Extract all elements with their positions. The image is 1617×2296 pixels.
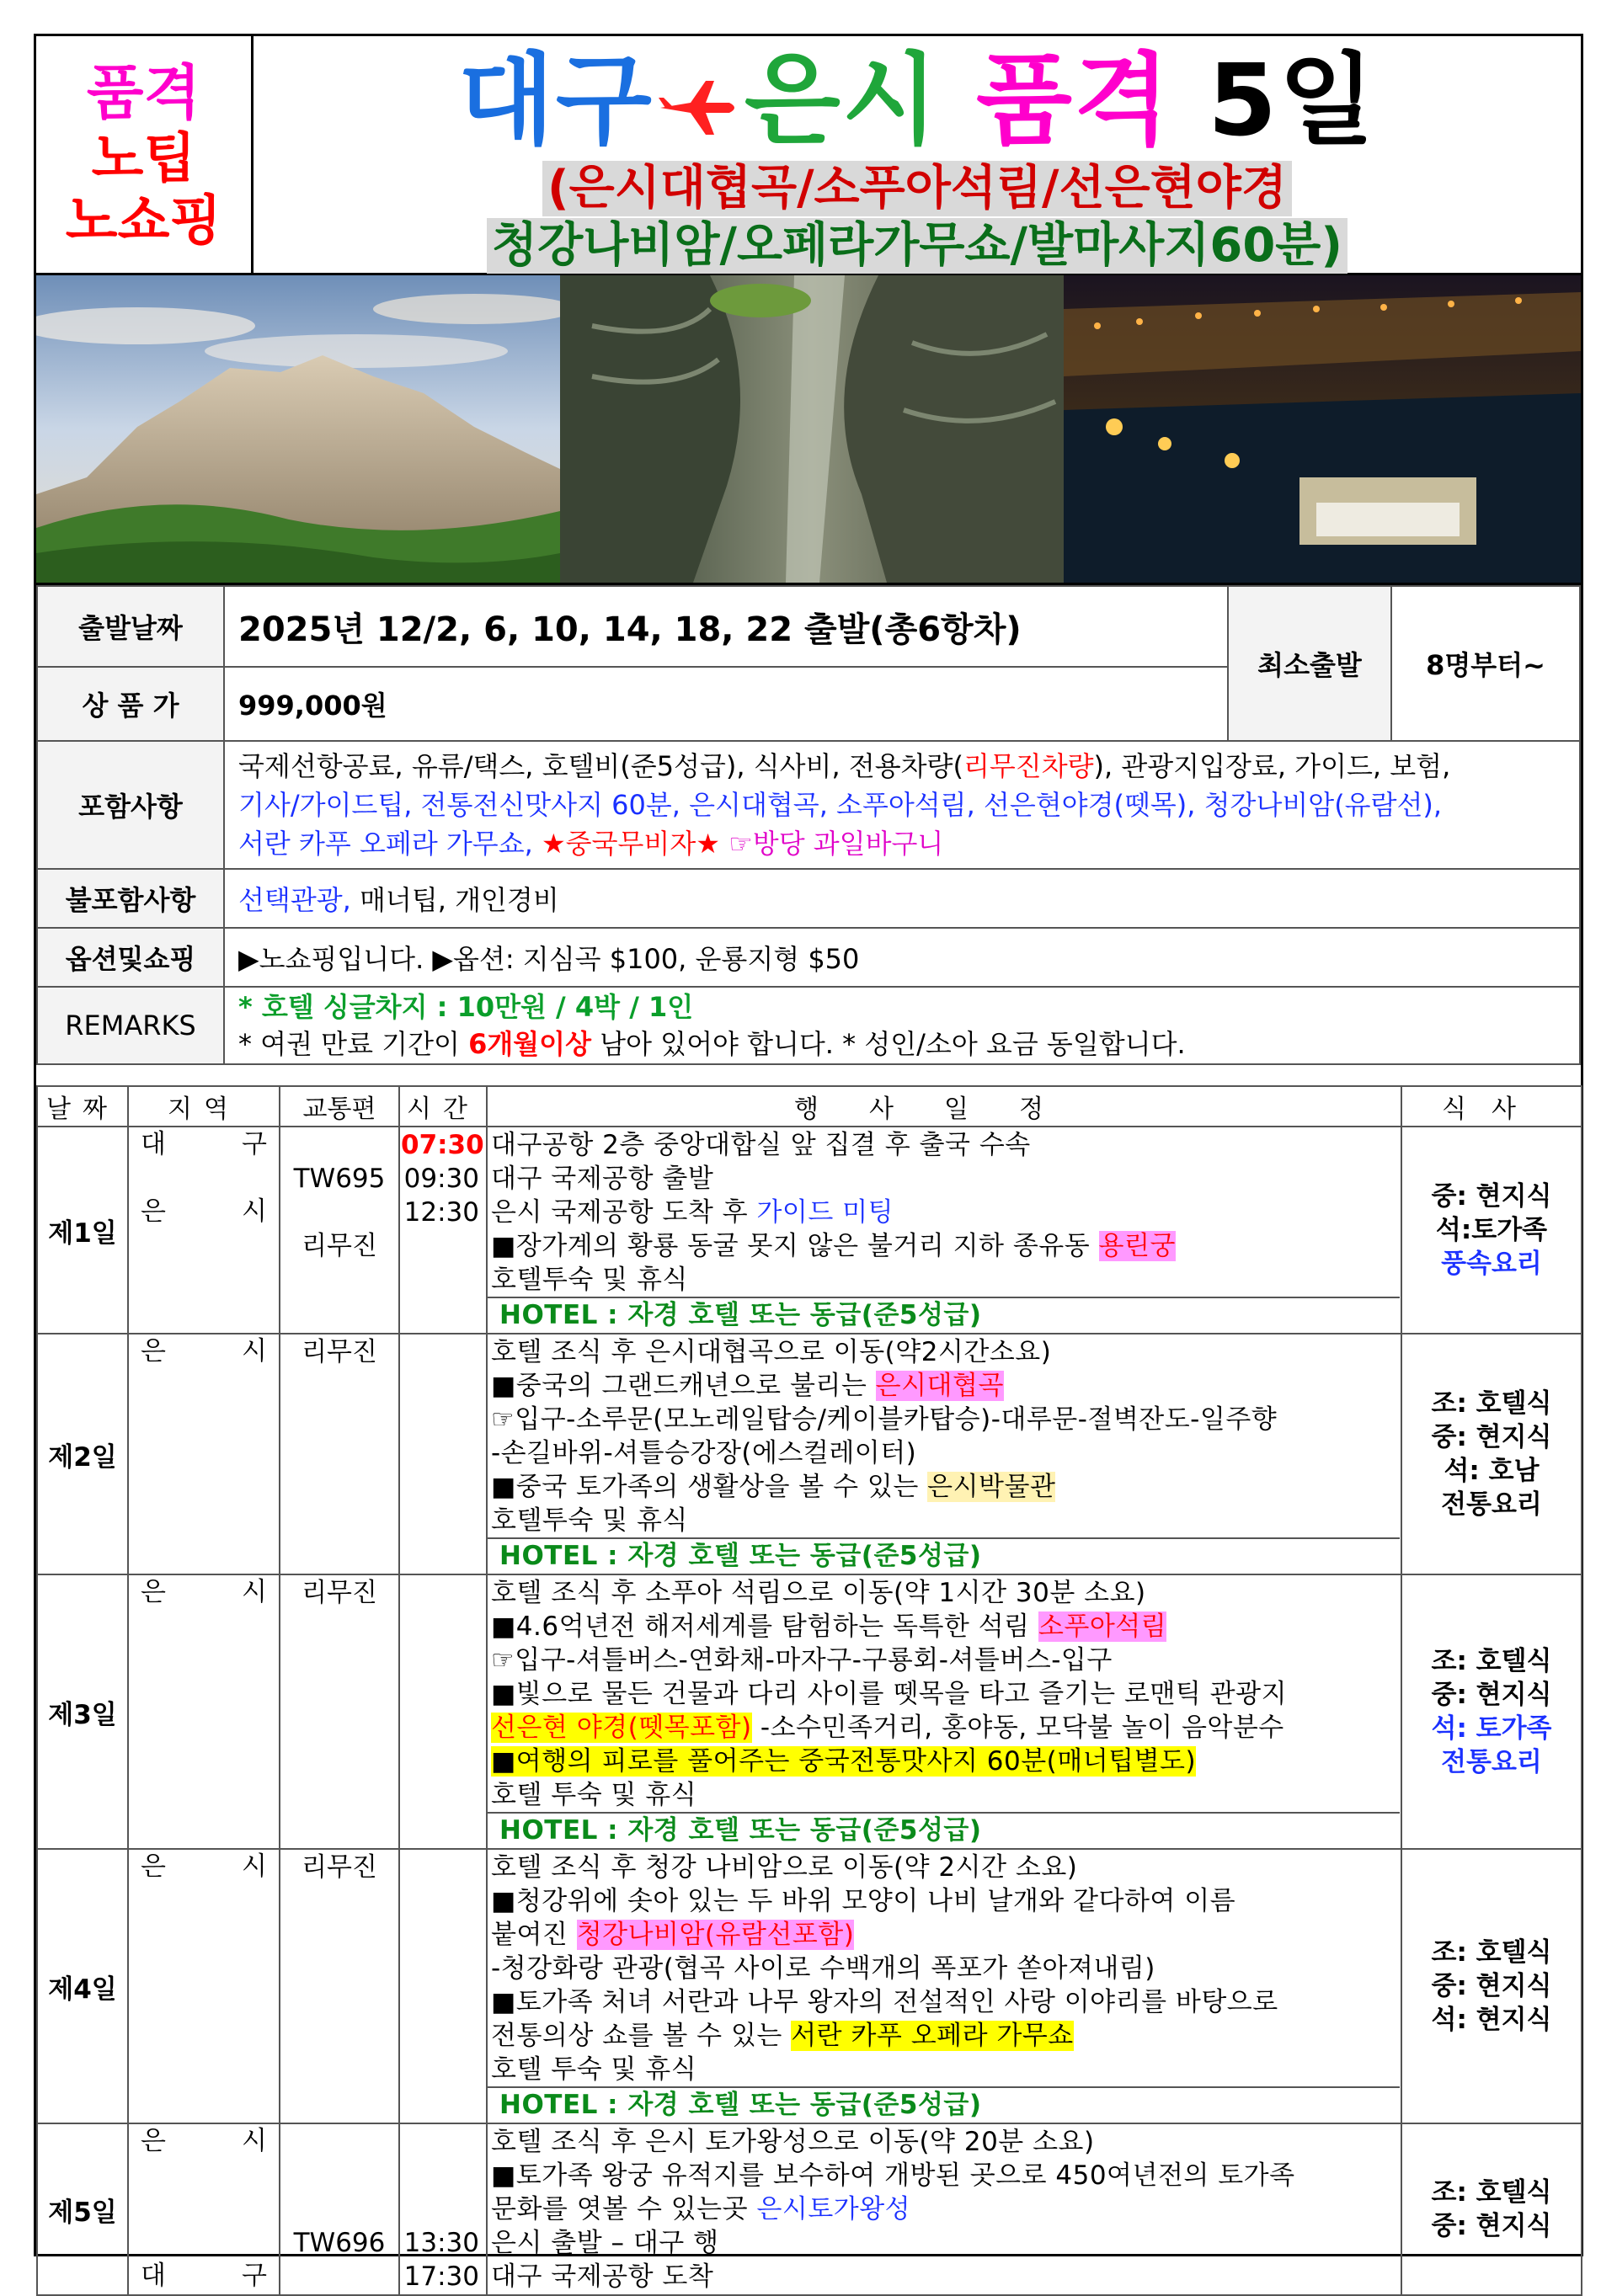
day-label: 제2일 [37,1334,128,1574]
meal-cell: 중: 현지식 석:토가족 풍속요리 [1401,1127,1582,1334]
region-cell: 은 시 대 구 [128,2123,280,2295]
region-cell: 은 시 [128,1849,280,2123]
col-meals: 식사 [1401,1086,1582,1127]
options-label: 옵션및쇼핑 [37,928,224,987]
region-cell: 은 시 [128,1334,280,1574]
transport-cell: 리무진 [280,1574,399,1849]
meal-cell: 조: 호텔식 중: 현지식 [1401,2123,1582,2295]
day-row [37,1574,1582,1849]
badge-premium: 품격 [86,57,201,127]
col-itinerary: 행사일정 [487,1086,1401,1127]
time-cell [399,1849,487,2123]
time-cell: 13:30 17:30 [399,2123,487,2295]
remarks-label: REMARKS [37,987,224,1064]
page-title [253,41,1581,159]
itinerary-cell: 호텔 조식 후 소푸아 석림으로 이동(약 1시간 30분 소요) ■4.6억년전 해저세계를 탐험하는 독특한 석림 소푸아석림 ☞입구-셔틀버스-연화채-마자구-구룡회-셔틀버스-입구 ■빛으로 물든 건물과 다리 사이를 뗏목을 타고 즐기는 로맨틱 관광지 선은현 야경(뗏목포함) -소수민족거리, 홍야동, 모닥불 놀이 음악분수 ■여행의 피로를 풀어주는 중국전통맛사지 60분(매너팁별도) 호텔 투숙 및 휴식 HOTEL : 자경 호텔 또는 동급(준5성급) [487,1574,1401,1849]
includes-label: 포함사항 [37,741,224,869]
title-grade: 품격 [975,42,1171,158]
transport-cell: 리무진 [280,1334,399,1574]
min-departure-value: 8명부터~ [1391,586,1580,741]
price-label: 상 품 가 [37,667,224,741]
badge-box [36,36,253,275]
night-river-town-photo [1064,275,1581,583]
meal-cell: 조: 호텔식 중: 현지식 석: 현지식 [1401,1849,1582,2123]
limestone-gorge-photo [560,275,1064,583]
excludes-label: 불포함사항 [37,869,224,928]
day-label: 제3일 [37,1574,128,1849]
departure-value: 2025년 12/2, 6, 10, 14, 18, 22 출발(총6항차) [224,586,1228,667]
title-from: 대구 [457,42,654,158]
meal-cell: 조: 호텔식 중: 현지식 석: 호남 전통요리 [1401,1334,1582,1574]
day-row [37,1849,1582,2123]
title-box [253,36,1581,275]
transport-cell: TW695 리무진 [280,1127,399,1334]
itinerary-cell: 호텔 조식 후 은시 토가왕성으로 이동(약 20분 소요) ■토가족 왕궁 유적지를 보수하여 개방된 곳으로 450여년전의 토가족 문화를 엿볼 수 있는곳 은시토가왕성 은시 출발 – 대구 행 대구 국제공항 도착 [487,2123,1401,2295]
col-region: 지역 [128,1086,280,1127]
schedule-table [36,1085,1582,2296]
transport-cell: TW696 [280,2123,399,2295]
day-label: 제1일 [37,1127,128,1334]
region-cell: 대 구 은 시 [128,1127,280,1334]
includes-value: 국제선항공료, 유류/택스, 호텔비(준5성급), 식사비, 전용차량(리무진차량), 관광지입장료, 가이드, 보험, 기사/가이드팁, 전통전신맛사지 60분, 은시대협곡, 소푸아석림, 선은현야경(뗏목), 청강나비암(유람선), 서란 카푸 오페라 가무쇼, ★중국무비자★ ☞방당 과일바구니 [224,741,1580,869]
time-cell [399,1334,487,1574]
day-row [37,1334,1582,1574]
hotel-line: HOTEL : 자경 호텔 또는 동급(준5성급) [488,1812,1400,1847]
photo-strip [36,275,1581,585]
meal-cell: 조: 호텔식 중: 현지식 석: 토가족 전통요리 [1401,1574,1582,1849]
mountain-cliffs-photo [36,275,575,583]
itinerary-cell: 호텔 조식 후 은시대협곡으로 이동(약2시간소요) ■중국의 그랜드캐년으로 불리는 은시대협곡 ☞입구-소루문(모노레일탑승/케이블카탑승)-대루문-절벽잔도-일주향 -손길바위-셔틀승강장(에스컬레이터) ■중국 토가족의 생활상을 볼 수 있는 은시박물관 호텔투숙 및 휴식 HOTEL : 자경 호텔 또는 동급(준5성급) [487,1334,1401,1574]
day-label: 제5일 [37,2123,128,2295]
day-row [37,2123,1582,2295]
price-value: 999,000원 [224,667,1228,741]
subtitle-line1: (은시대협곡/소푸아석림/선은현야경 [542,161,1292,216]
departure-label: 출발날짜 [37,586,224,667]
remarks-value: * 호텔 싱글차지 : 10만원 / 4박 / 1인 * 여권 만료 기간이 6개월이상 남아 있어야 합니다. * 성인/소아 요금 동일합니다. [224,987,1580,1064]
info-table [36,585,1581,1065]
day-row [37,1127,1582,1334]
badge-no-shopping: 노쇼핑 [65,189,222,253]
transport-cell: 리무진 [280,1849,399,2123]
time-cell [399,1574,487,1849]
time-cell: 07:30 09:30 12:30 [399,1127,487,1334]
itinerary-cell: 대구공항 2층 중앙대합실 앞 집결 후 출국 수속 대구 국제공항 출발 은시 국제공항 도착 후 가이드 미팅 ■장가계의 황룡 동굴 못지 않은 불거리 지하 종유동 용린궁 호텔투숙 및 휴식 HOTEL : 자경 호텔 또는 동급(준5성급) [487,1127,1401,1334]
hotel-line: HOTEL : 자경 호텔 또는 동급(준5성급) [488,2086,1400,2122]
region-cell: 은 시 [128,1574,280,1849]
day-label: 제4일 [37,1849,128,2123]
airplane-icon [657,74,741,141]
hotel-line: HOTEL : 자경 호텔 또는 동급(준5성급) [488,1537,1400,1573]
title-days: 5일 [1208,42,1377,158]
badge-no-tip: 노팁 [91,127,196,190]
options-value: ▶노쇼핑입니다. ▶옵션: 지심곡 $100, 운룡지형 $50 [224,928,1580,987]
col-transport: 교통편 [280,1086,399,1127]
min-departure-label: 최소출발 [1228,586,1391,741]
excludes-value: 선택관광, 매너팁, 개인경비 [224,869,1580,928]
subtitle-line2: 청강나비암/오페라가무쇼/발마사지60분) [487,218,1348,274]
title-to: 은시 [744,42,940,158]
col-date: 날짜 [37,1086,128,1127]
itinerary-sheet [34,34,1583,2292]
hotel-line: HOTEL : 자경 호텔 또는 동급(준5성급) [488,1297,1400,1332]
col-time: 시간 [399,1086,487,1127]
itinerary-cell: 호텔 조식 후 청강 나비암으로 이동(약 2시간 소요) ■청강위에 솟아 있는 두 바위 모양이 나비 날개와 같다하여 이름 붙여진 청강나비암(유람선포함) -청강화랑 관광(협곡 사이로 수백개의 폭포가 쏟아져내림) ■토가족 처녀 서란과 나무 왕자의 전설적인 사랑 이야리를 바탕으로 전통의상 쇼를 볼 수 있는 서란 카푸 오페라 가무쇼 호텔 투숙 및 휴식 HOTEL : 자경 호텔 또는 동급(준5성급) [487,1849,1401,2123]
